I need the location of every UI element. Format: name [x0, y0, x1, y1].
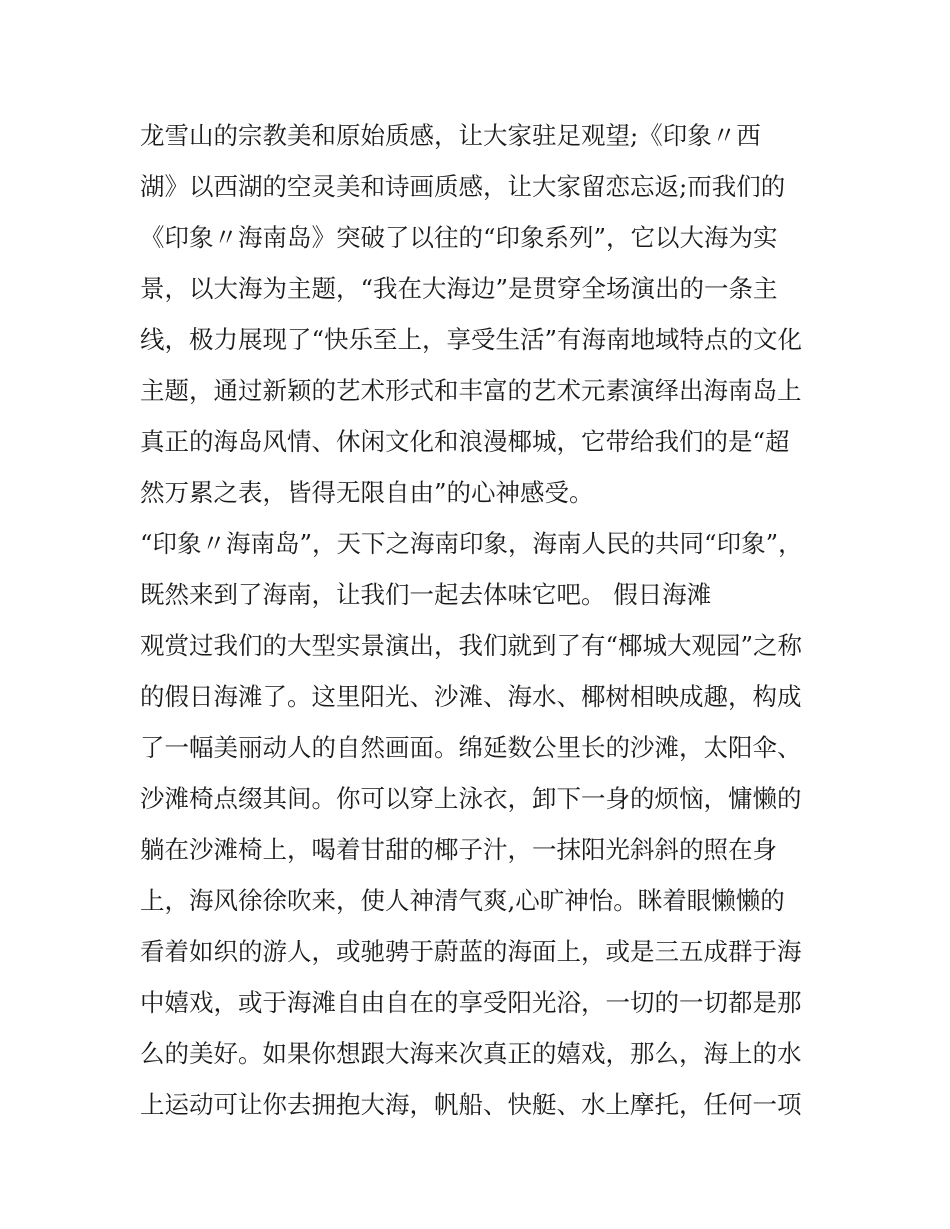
text-line: 湖》以西湖的空灵美和诗画质感，让大家留恋忘返;而我们的 — [140, 172, 786, 201]
text-line: 中嬉戏，或于海滩自由自在的享受阳光浴，一切的一切都是那 — [140, 988, 802, 1017]
text-line: 真正的海岛风情、休闲文化和浪漫椰城，它带给我们的是“超 — [140, 427, 790, 456]
text-line: 的假日海滩了。这里阳光、沙滩、海水、椰树相映成趣，构成 — [140, 682, 802, 711]
text-line: 沙滩椅点缀其间。你可以穿上泳衣，卸下一身的烦恼，慵懒的 — [140, 784, 802, 813]
text-line: 看着如织的游人，或驰骋于蔚蓝的海面上，或是三五成群于海 — [140, 937, 802, 966]
body-text — [140, 110, 820, 1130]
text-line: 景，以大海为主题，“我在大海边”是贯穿全场演出的一条主 — [140, 274, 778, 303]
text-line: 线，极力展现了“快乐至上，享受生活”有海南地域特点的文化 — [140, 325, 803, 354]
text-line: 上运动可让你去拥抱大海，帆船、快艇、水上摩托，任何一项 — [140, 1090, 802, 1119]
text-line: 躺在沙滩椅上，喝着甘甜的椰子汁，一抹阳光斜斜的照在身 — [140, 835, 777, 864]
text-line: 既然来到了海南，让我们一起去体味它吧。 假日海滩 — [140, 580, 712, 609]
text-line: 然万累之表，皆得无限自由”的心神感受。 — [140, 478, 594, 507]
text-line: 《印象〃海南岛》突破了以往的“印象系列”，它以大海为实 — [140, 223, 778, 252]
text-line: “印象〃海南岛”，天下之海南印象，海南人民的共同“印象”， — [140, 529, 803, 558]
text-line: 了一幅美丽动人的自然画面。绵延数公里长的沙滩，太阳伞、 — [140, 733, 802, 762]
text-line: 么的美好。如果你想跟大海来次真正的嬉戏，那么，海上的水 — [140, 1039, 802, 1068]
text-line: 上，海风徐徐吹来，使人神清气爽,心旷神怡。眯着眼懒懒的 — [140, 886, 785, 915]
text-line: 主题，通过新颖的艺术形式和丰富的艺术元素演绎出海南岛上 — [140, 376, 802, 405]
text-line: 观赏过我们的大型实景演出，我们就到了有“椰城大观园”之称 — [140, 631, 803, 660]
text-line: 龙雪山的宗教美和原始质感，让大家驻足观望;《印象〃西 — [140, 121, 761, 150]
